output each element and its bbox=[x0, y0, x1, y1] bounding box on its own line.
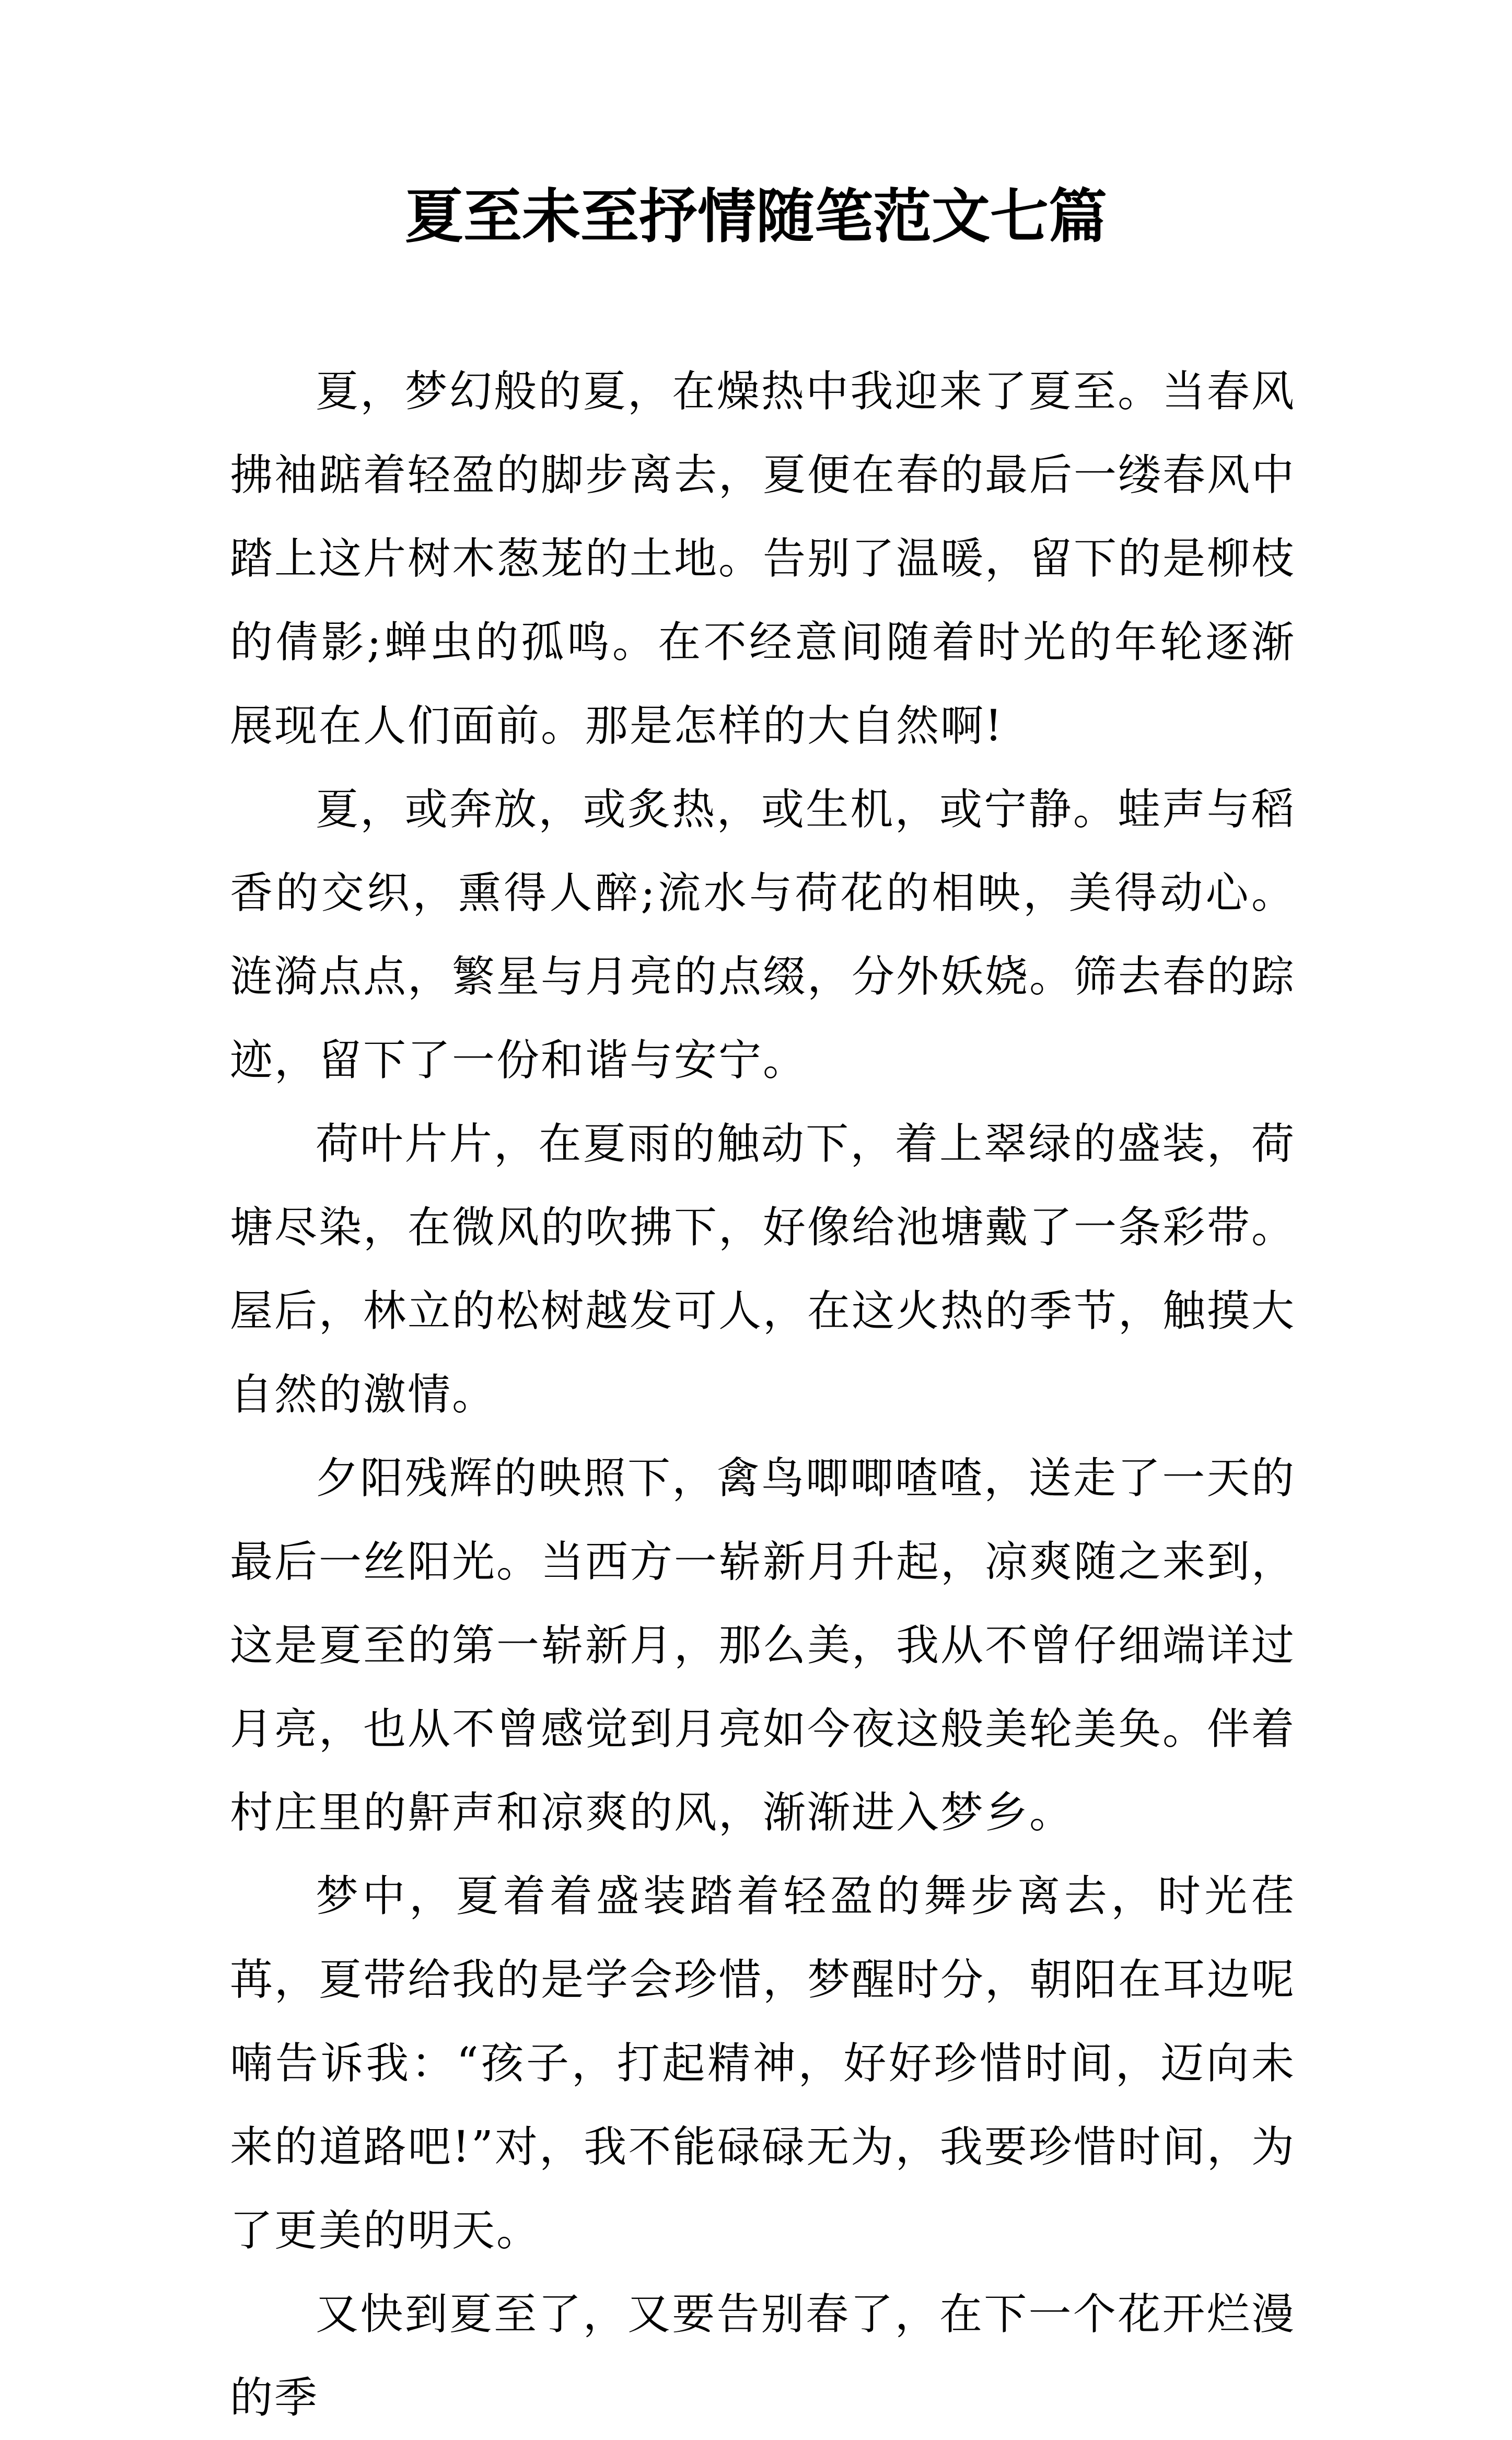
paragraph-3: 荷叶片片，在夏雨的触动下，着上翠绿的盛装，荷塘尽染，在微风的吹拂下，好像给池塘戴了一条彩带。屋后，林立的松树越发可人，在这火热的季节，触摸大自然的激情。 bbox=[230, 1119, 1296, 1420]
paragraph-4: 夕阳残辉的映照下，禽鸟唧唧喳喳，送走了一天的最后一丝阳光。当西方一崭新月升起，凉爽随之来到，这是夏至的第一崭新月，那么美，我从不曾仔细端详过月亮，也从不曾感觉到月亮如今夜这般美轮美奂。伴着村庄里的鼾声和凉爽的风，渐渐进入梦乡。 bbox=[230, 1454, 1296, 1838]
document-body bbox=[230, 350, 1296, 2440]
paragraph-6: 又快到夏至了，又要告别春了，在下一个花开烂漫的季 bbox=[230, 2290, 1296, 2423]
document-title: 夏至未至抒情随笔范文七篇 bbox=[405, 182, 1107, 251]
paragraph-2: 夏，或奔放，或炙热，或生机，或宁静。蛙声与稻香的交织，熏得人醉;流水与荷花的相映，美得动心。涟漪点点，繁星与月亮的点缀，分外妖娆。筛去春的踪迹，留下了一份和谐与安宁。 bbox=[230, 785, 1296, 1085]
paragraph-1: 夏，梦幻般的夏，在燥热中我迎来了夏至。当春风拂袖踮着轻盈的脚步离去，夏便在春的最后一缕春风中踏上这片树木葱茏的土地。告别了温暖，留下的是柳枝的倩影;蝉虫的孤鸣。在不经意间随着时光的年轮逐渐展现在人们面前。那是怎样的大自然啊! bbox=[230, 367, 1296, 751]
paragraph-5: 梦中，夏着着盛装踏着轻盈的舞步离去，时光荏苒，夏带给我的是学会珍惜，梦醒时分，朝阳在耳边呢喃告诉我：“孩子，打起精神，好好珍惜时间，迈向未来的道路吧!”对，我不能碌碌无为，我要珍惜时间，为了更美的明天。 bbox=[230, 1872, 1296, 2256]
